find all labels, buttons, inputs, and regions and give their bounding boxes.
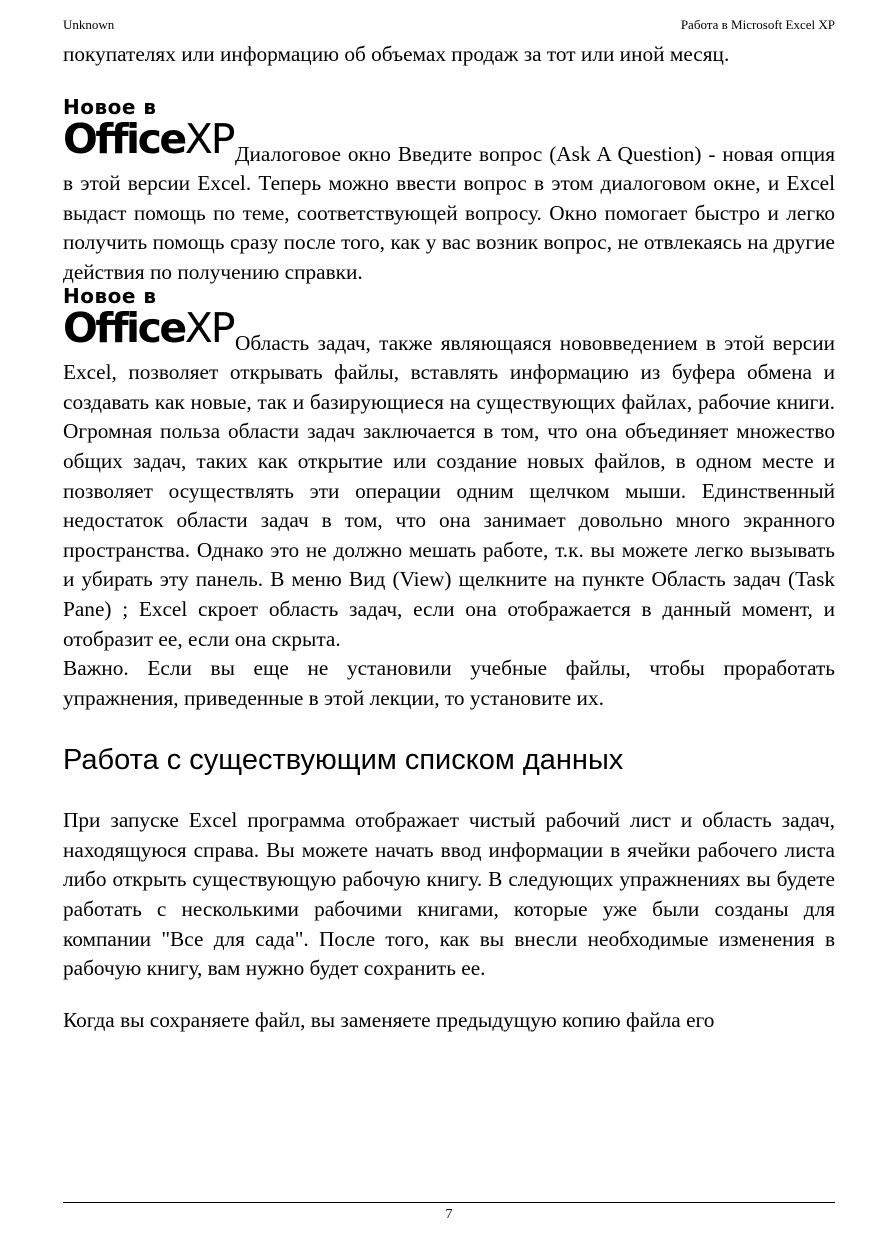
paragraph-saving-file: Когда вы сохраняете файл, вы заменяете предыдущую копию файла его [63, 1007, 715, 1032]
logo-xp-text: XP [184, 114, 234, 163]
logo-line1: Новое в [63, 94, 157, 119]
logo-line1: Новое в [63, 283, 157, 308]
new-in-office-xp-logo [63, 283, 235, 352]
new-in-office-xp-logo [63, 94, 235, 163]
running-header [63, 17, 835, 33]
page-content [63, 40, 835, 1035]
document-page [63, 0, 835, 1241]
header-left: Unknown [63, 17, 115, 32]
paragraph-excel-startup: При запуске Excel программа отображает чистый рабочий лист и область задач, находящуюся справа. Вы можете начать ввод информации в ячейки рабочего листа либо открыть существующую рабочую книгу. В следующих упражнениях вы будете работать с несколькими рабочими книгами, которые уже были созданы для компании "Все для сада". После того, как вы внесли необходимые изменения в рабочую книгу, вам нужно будет сохранить ее. [63, 808, 835, 981]
paragraph-task-pane [63, 283, 835, 655]
paragraph-task-pane-text: Область задач, также являющаяся нововведением в этой версии Excel, позволяет открывать файлы, вставлять информацию из буфера обмена и создавать как новые, так и базирующиеся на существующих файлах, рабочие книги. Огромная польза области задач заключается в том, что она объединяет множество общих задач, таких как открытие или создание новых файлов, в одном месте и позволяет осуществлять эти операции одним щелчком мыши. Единственный недостаток области задач в том, что она занимает довольно много экранного пространства. Однако это не должно мешать работе, т.к. вы можете легко вызывать и убирать эту панель. В меню Вид (View) щелкните на пункте Область задач (Task Pane) ; Excel скроет область задач, если она отображается в данный момент, и отобразит ее, если она скрыта. [63, 330, 835, 651]
logo-wordmark [63, 303, 234, 358]
paragraph-ask-question-text: Диалоговое окно Введите вопрос (Ask A Question) - новая опция в этой версии Excel. Теперь можно ввести вопрос в этом диалоговом окне, и Excel выдаст помощь по теме, соответствующей вопросу. Окно помогает быстро и легко получить помощь сразу после того, как у вас возник вопрос, не отвлекаясь на другие действия по получению справки. [63, 141, 835, 284]
section-heading: Работа с существующим списком данных [63, 744, 624, 777]
header-right: Работа в Microsoft Excel XP [680, 17, 835, 32]
paragraph-continuation: покупателях или информацию об объемах продаж за тот или иной месяц. [63, 42, 730, 66]
logo-office-text: Office [63, 114, 185, 163]
paragraph-important-note: Важно. Если вы еще не установили учебные файлы, чтобы проработать упражнения, приведенные в этой лекции, то установите их. [63, 656, 835, 710]
page-number: 7 [445, 1207, 453, 1222]
footer-divider [63, 1202, 835, 1203]
paragraph-ask-question [63, 94, 835, 288]
logo-wordmark [63, 114, 234, 169]
logo-office-text: Office [63, 303, 185, 352]
logo-xp-text: XP [184, 303, 234, 352]
